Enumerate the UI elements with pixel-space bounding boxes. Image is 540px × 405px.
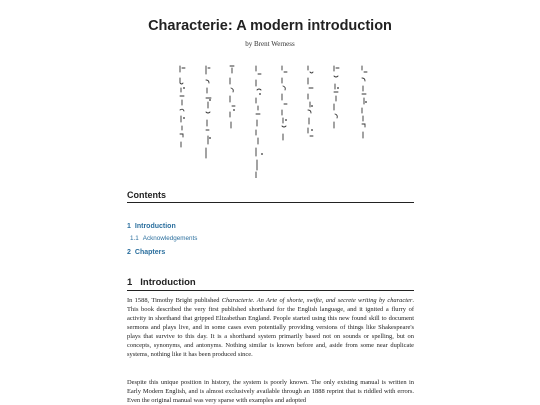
shorthand-column	[230, 66, 235, 128]
toc-link-acknowledgements[interactable]	[130, 235, 197, 242]
shorthand-specimen-image	[170, 58, 390, 178]
toc-number: 2	[127, 249, 131, 256]
paragraph-1: In 1588, Timothy Bright published Characterie. An Arte of shorte, swifte, and secrete writing by character. This book described the very first published shorthand for the English language, and it ignited a flurry of activity in shorthand that gripped Elizabethan England. People started using this new found skill to document sermons and plays live, and in some cases even potentially providing versions of things like Shakespeare's plays that survive to this day. It is a shorthand system primarily based not on sounds or spelling, but on concepts, synonyms, and antonyms. Nothing similar is known before and, aside from some near duplicate systems, nothing like it has been produced since.	[127, 297, 414, 358]
shorthand-column	[180, 66, 185, 147]
section-title: Introduction	[140, 277, 196, 288]
shorthand-column	[282, 66, 287, 140]
toc-link-introduction[interactable]	[127, 223, 176, 230]
toc-link-chapters[interactable]	[127, 249, 165, 256]
shorthand-column	[334, 66, 339, 128]
contents-rule	[127, 202, 414, 203]
shorthand-column	[206, 66, 211, 158]
book-title-italic: Characterie. An Arte of shorte, swifte, and secrete writing by character	[221, 297, 413, 304]
section-rule	[127, 290, 414, 291]
shorthand-column	[256, 66, 261, 178]
document-author: by Brent Werness	[245, 40, 295, 48]
shorthand-column	[308, 66, 313, 136]
document-title: Characterie: A modern introduction	[148, 18, 392, 34]
section-heading	[127, 277, 196, 288]
toc-number: 1	[127, 223, 131, 230]
paragraph-2: Despite this unique position in history, the system is poorly known. The only existing manual is written in Early Modern English, and is almost exclusively available through an 1888 reprint that is riddled with errors. Even the original manual was very sparse with examples and adopted	[127, 379, 414, 404]
contents-heading: Contents	[127, 190, 166, 200]
toc-label: Introduction	[134, 223, 176, 230]
section-number: 1	[127, 277, 133, 288]
toc-label: Acknowledgements	[142, 235, 198, 242]
toc-label: Chapters	[134, 249, 166, 256]
toc-number: 1.1	[130, 235, 139, 242]
